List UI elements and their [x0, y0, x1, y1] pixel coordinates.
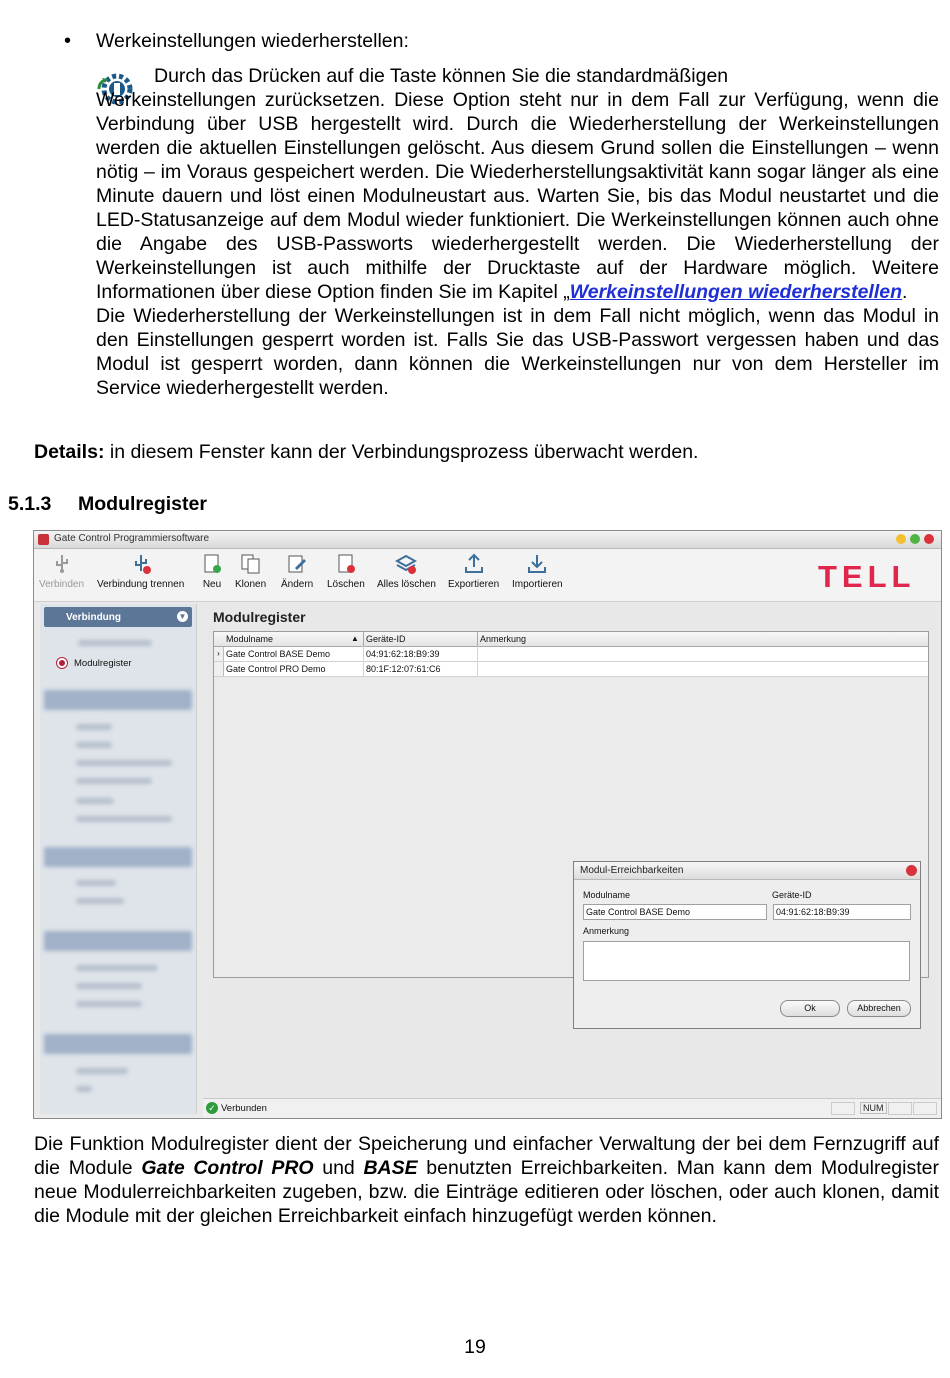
sidebar-item-blurred[interactable] [76, 1086, 92, 1092]
connect-label: Verbinden [39, 579, 85, 590]
sidebar-header-label: Verbindung [66, 612, 121, 623]
sidebar [40, 604, 197, 1114]
bullet-line-1: Durch das Drücken auf die Taste können Sie die standardmäßigen [154, 65, 729, 87]
export-label: Exportieren [448, 579, 500, 590]
bullet-text: Werkeinstellungen zurücksetzen. Diese Option steht nur in dem Fall zur Verfügung, wenn die Verbindung über USB hergestellt wird. Durch die Wiederherstellung der Werkeinstellungen werden die aktuellen Einstellungen gelöscht. Aus diesem Grund sollen die Einstellungen – wenn nötig – im Voraus gespeichert werden. Die Wiederherstellungsaktivität kann sogar länger als eine Minute dauern und löst einen Modulneustart aus. Warten Sie, bis das Modul neustartet und die LED-Statusanzeige auf dem Modul wieder funktioniert. Die Werkeinstellungen können auch ohne die Angabe des USB-Passworts wiederhergestellt werden. Die Wiederherstellung der Werkeinstellungen ist auch mithilfe der Drucktaste auf der Hardware möglich. Weitere Informationen über diese Option finden Sie im Kapitel „ [96, 89, 939, 303]
connect-button[interactable] [39, 553, 84, 590]
delete-all-icon [395, 553, 417, 575]
details-label: Details: [34, 441, 105, 463]
bullet-paragraph-2: Die Wiederherstellung der Werkeinstellungen ist in dem Fall nicht möglich, wenn das Modul in den Einstellungen gesperrt worden ist. Falls Sie das USB-Passwort vergessen haben und das Modul ist gesperrt worden, dann können die Werkeinstellungen nur von dem Hersteller im Service wiederhergestellt werden. [96, 305, 939, 399]
import-label: Importieren [512, 579, 563, 590]
status-indicator [913, 1102, 937, 1115]
export-icon [463, 553, 485, 575]
clone-label: Klonen [235, 579, 267, 590]
new-document-icon [201, 553, 223, 575]
bullet-paragraph [96, 64, 939, 400]
description-paragraph [34, 1132, 939, 1228]
ok-button[interactable]: Ok [780, 1000, 840, 1017]
geraete-id-label: Geräte-ID [772, 890, 812, 900]
description-text-1: Die Funktion Modulregister dient der Speicherung und einfacher Verwaltung der bei dem Fernzugriff auf die Module [34, 1133, 939, 1179]
sidebar-header-blurred[interactable] [44, 931, 192, 951]
sidebar-header-blurred[interactable] [44, 690, 192, 710]
close-button[interactable] [924, 534, 934, 544]
sidebar-item-blurred[interactable] [76, 898, 124, 904]
product-base: BASE [363, 1157, 418, 1179]
app-window [33, 530, 942, 1119]
status-bar [203, 1098, 941, 1118]
column-header-modulname[interactable]: Modulname [226, 634, 274, 644]
anmerkung-label: Anmerkung [583, 926, 630, 936]
section-number: 5.1.3 [8, 493, 52, 515]
sidebar-header-blurred[interactable] [44, 1034, 192, 1054]
modulname-label: Modulname [583, 890, 631, 900]
chapter-link[interactable]: Werkeinstellungen wiederherstellen [569, 281, 903, 303]
usb-disconnect-icon [130, 553, 152, 575]
edit-icon [286, 553, 308, 575]
bullet-title: Werkeinstellungen wiederherstellen: [96, 30, 409, 52]
window-title: Gate Control Programmiersoftware [54, 533, 210, 544]
description-text-2: benutzten Erreichbarkeiten. Man kann dem Modulregister neue Modulerreichbarkeiten zugeben, bzw. die Einträge editieren oder löschen, oder auch klonen, damit die Module mit der gleichen Erreichbarkeit einfach hinzugefügt werden können. [34, 1157, 939, 1227]
description-and: und [313, 1157, 364, 1179]
clone-button[interactable] [235, 553, 266, 590]
sidebar-header-verbindung[interactable] [44, 607, 192, 627]
main-panel [203, 604, 935, 1098]
title-bar [34, 531, 941, 549]
import-button[interactable] [512, 553, 563, 590]
section-heading [8, 493, 207, 516]
sidebar-item-blurred[interactable] [76, 760, 172, 766]
delete-all-button[interactable] [377, 553, 436, 590]
minimize-button[interactable] [896, 534, 906, 544]
import-icon [526, 553, 548, 575]
app-icon [38, 534, 49, 545]
cell-geraete-id: 80:1F:12:07:61:C6 [366, 664, 441, 674]
cell-modulname: Gate Control PRO Demo [226, 664, 326, 674]
tell-logo: TELL [818, 559, 916, 594]
sidebar-item-blurred[interactable] [76, 1068, 128, 1074]
radio-selected-icon [56, 657, 68, 669]
delete-document-icon [335, 553, 357, 575]
edit-label: Ändern [281, 579, 314, 590]
delete-button[interactable] [327, 553, 365, 590]
connected-check-icon: ✓ [206, 1102, 218, 1114]
sidebar-item-blurred[interactable] [78, 640, 152, 646]
column-header-geraete-id[interactable]: Geräte-ID [366, 634, 406, 644]
delete-label: Löschen [327, 579, 365, 590]
bullet-marker: • [64, 30, 72, 52]
status-text: Verbunden [221, 1103, 267, 1114]
table-header [214, 632, 928, 647]
dialog-title-bar [574, 862, 920, 880]
disconnect-label: Verbindung trennen [97, 579, 185, 590]
cell-geraete-id: 04:91:62:18:B9:39 [366, 649, 440, 659]
section-title: Modulregister [78, 493, 207, 515]
table-row[interactable] [214, 662, 928, 677]
sidebar-item-blurred[interactable] [76, 742, 112, 748]
sidebar-item-blurred[interactable] [76, 778, 152, 784]
export-button[interactable] [448, 553, 499, 590]
sidebar-item-modulregister[interactable]: Modulregister [74, 658, 132, 669]
main-title: Modulregister [213, 609, 306, 625]
usb-connect-icon [51, 553, 73, 575]
modulname-field[interactable]: Gate Control BASE Demo [583, 904, 767, 920]
anmerkung-field[interactable] [583, 941, 910, 981]
sidebar-item-blurred[interactable] [76, 724, 112, 730]
table-row[interactable] [214, 647, 928, 662]
geraete-id-field[interactable]: 04:91:62:18:B9:39 [773, 904, 911, 920]
scroll-indicator [888, 1102, 912, 1115]
edit-button[interactable] [281, 553, 313, 590]
product-pro: Gate Control PRO [141, 1157, 314, 1179]
cancel-button[interactable]: Abbrechen [847, 1000, 911, 1017]
new-label: Neu [202, 579, 222, 590]
disconnect-button[interactable] [97, 553, 184, 590]
sidebar-item-blurred[interactable] [76, 983, 142, 989]
details-text: in diesem Fenster kann der Verbindungsprozess überwacht werden. [104, 441, 699, 463]
sidebar-item-blurred[interactable] [76, 816, 172, 822]
dialog-title: Modul-Erreichbarkeiten [580, 865, 684, 876]
bullet-text-end: . [902, 281, 908, 303]
clone-icon [240, 553, 262, 575]
caps-indicator [831, 1102, 855, 1115]
sidebar-item-blurred[interactable] [76, 798, 114, 804]
sidebar-header-blurred[interactable] [44, 847, 192, 867]
sort-asc-icon: ▲ [351, 634, 359, 643]
cell-modulname: Gate Control BASE Demo [226, 649, 331, 659]
dialog-close-icon[interactable] [906, 865, 917, 876]
column-header-anmerkung[interactable]: Anmerkung [480, 634, 527, 644]
details-line [34, 441, 698, 464]
chevron-down-icon: ▼ [178, 612, 187, 621]
page-number: 19 [464, 1336, 486, 1358]
num-indicator: NUM [860, 1102, 887, 1114]
sidebar-item-blurred[interactable] [76, 965, 158, 971]
new-button[interactable] [201, 553, 223, 590]
toolbar [34, 549, 941, 602]
sidebar-item-blurred[interactable] [76, 880, 116, 886]
maximize-button[interactable] [910, 534, 920, 544]
module-dialog [573, 861, 921, 1029]
row-selector-icon: › [214, 647, 224, 661]
delete-all-label: Alles löschen [377, 579, 436, 590]
sidebar-item-blurred[interactable] [76, 1001, 142, 1007]
